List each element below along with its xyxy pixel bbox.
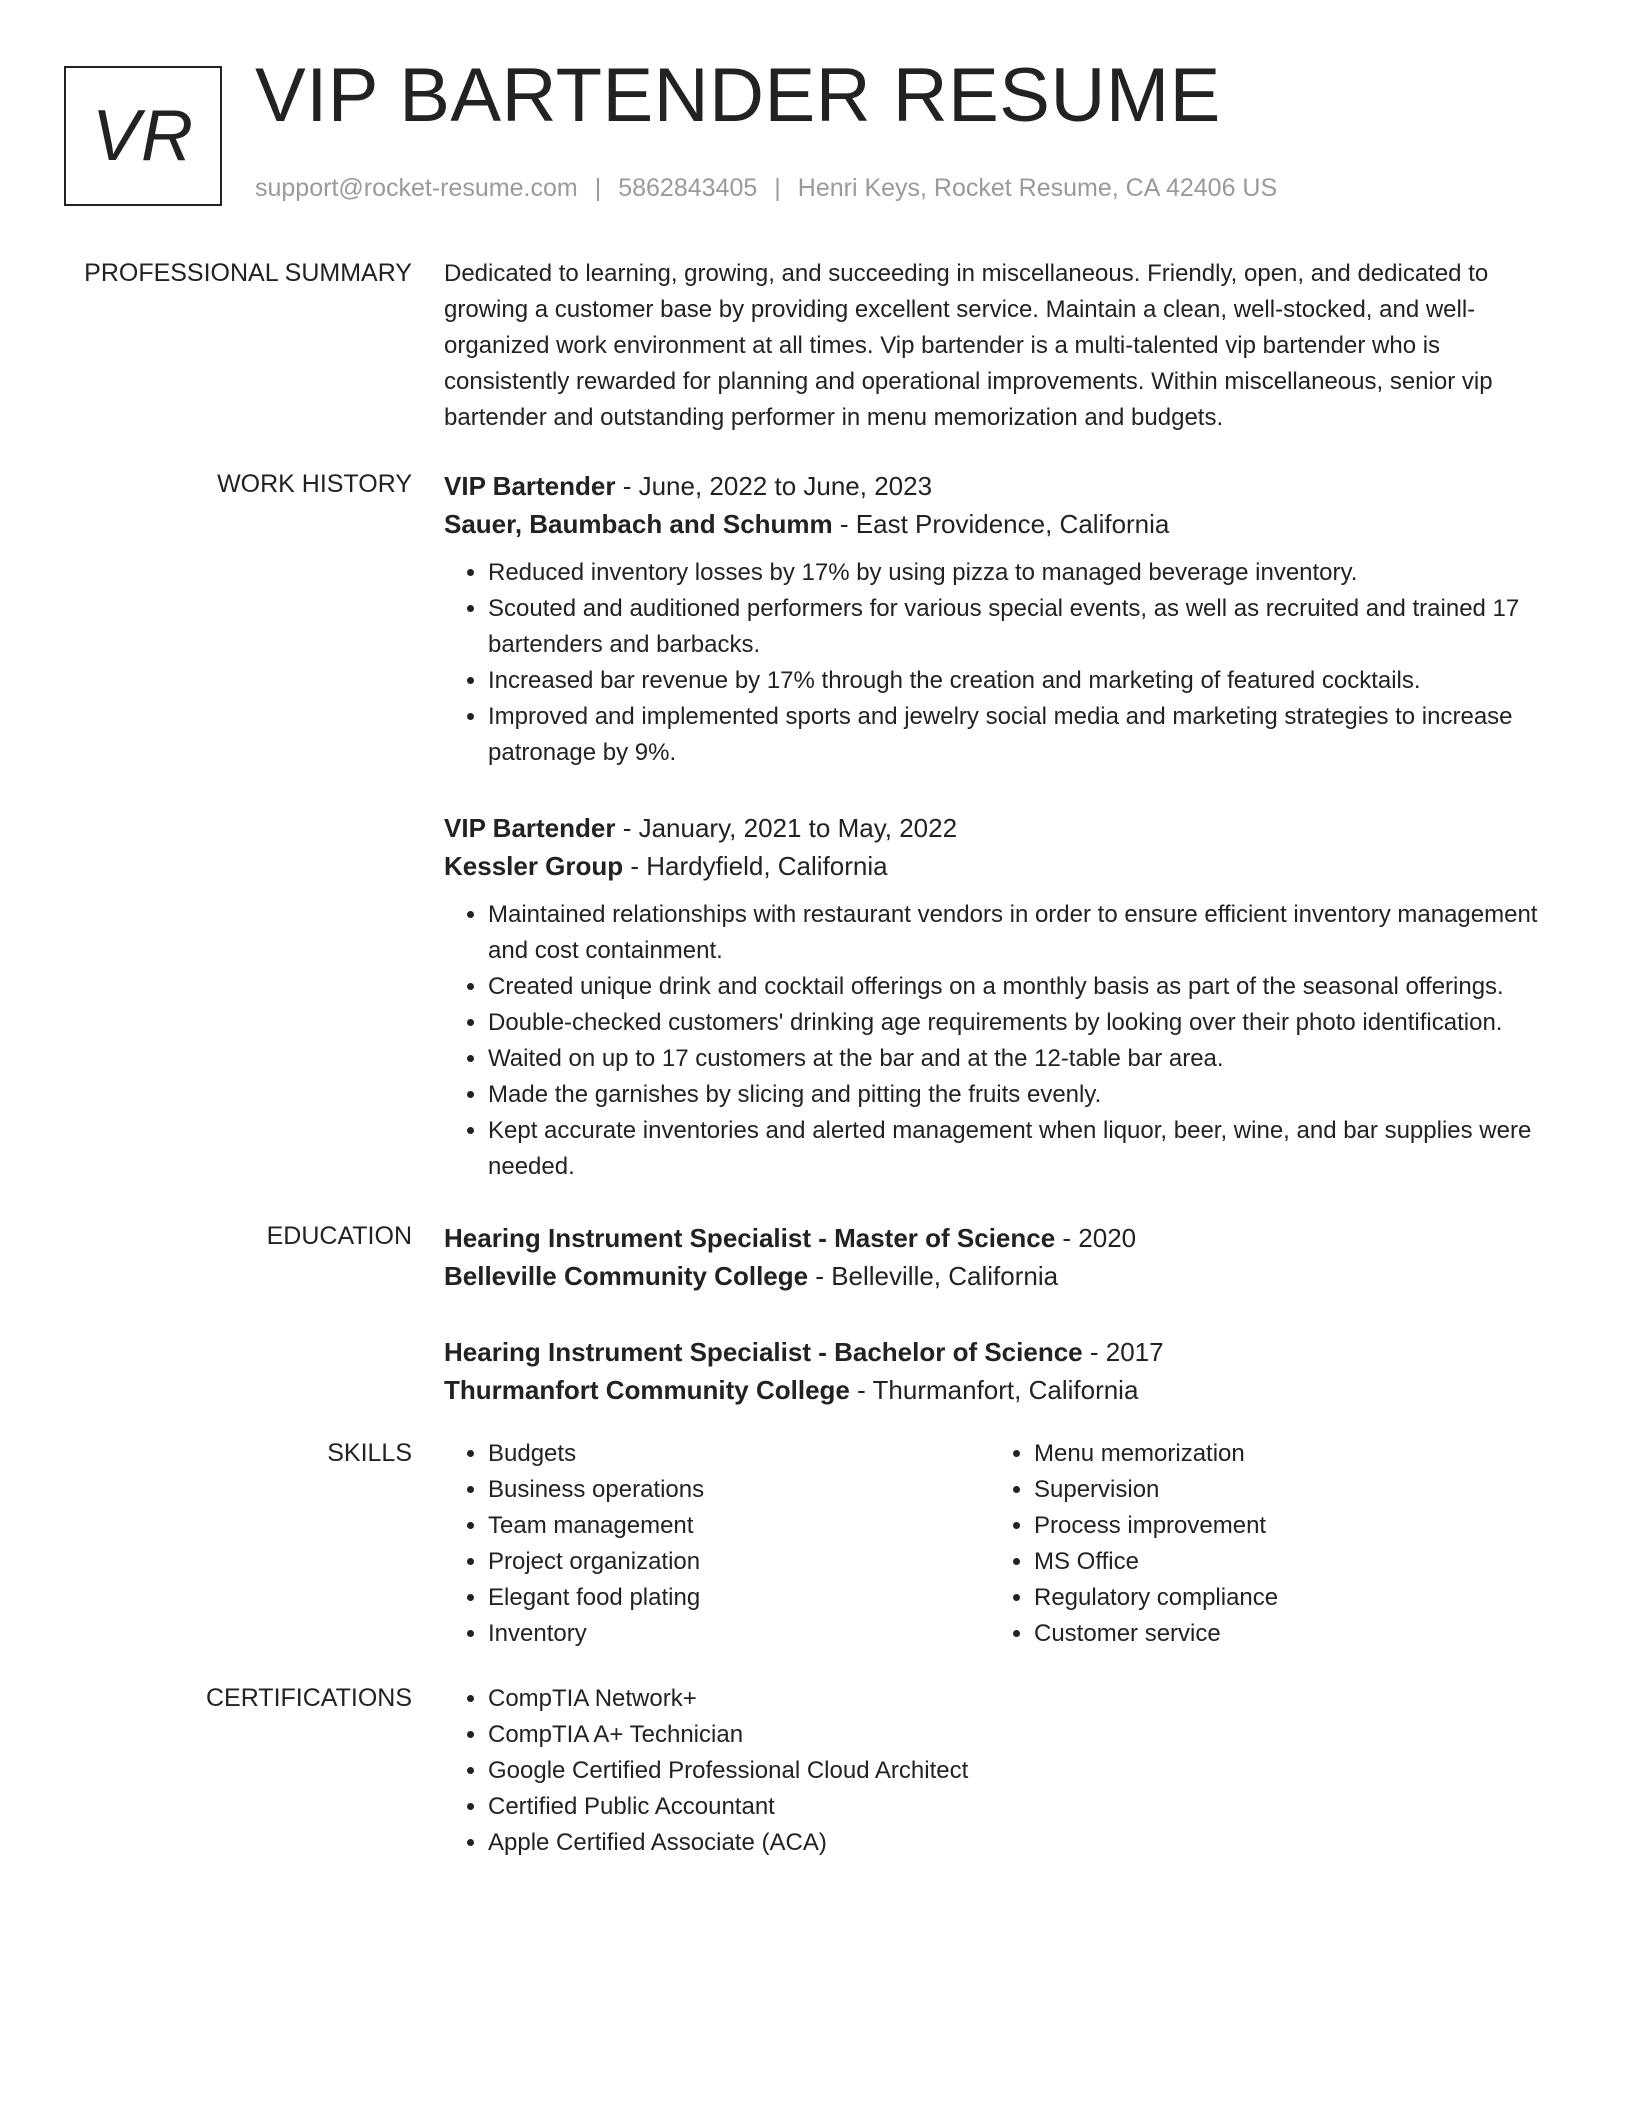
skill-item: • Menu memorization	[1034, 1436, 1536, 1472]
school: Thurmanfort Community College	[444, 1375, 850, 1405]
list-item: • Kept accurate inventories and alerted management when liquor, beer, wine, and bar supplies were needed.	[488, 1113, 1554, 1185]
job-company-line	[444, 847, 1554, 885]
job-bullets	[444, 555, 1554, 771]
section-body	[444, 1681, 1554, 1861]
certification-item: • Google Certified Professional Cloud Architect	[488, 1753, 1554, 1789]
section-title: SKILLS	[327, 1439, 412, 1467]
section-title: WORK HISTORY	[217, 470, 412, 498]
contact-separator: |	[774, 174, 781, 202]
skill-item: • Supervision	[1034, 1472, 1536, 1508]
degree-year: - 2020	[1055, 1223, 1137, 1253]
skill-item: • Elegant food plating	[488, 1580, 990, 1616]
section-body	[444, 256, 1554, 436]
skill-item: • Customer service	[1034, 1616, 1536, 1652]
school: Belleville Community College	[444, 1261, 809, 1291]
list-item: • Waited on up to 17 customers at the bar and at the 12-table bar area.	[488, 1041, 1554, 1077]
job-role-line	[444, 809, 1554, 847]
contact-line	[255, 174, 1277, 203]
contact-separator: |	[594, 174, 602, 202]
skill-item: • Project organization	[488, 1544, 990, 1580]
school-location: - Belleville, California	[808, 1261, 1059, 1291]
job-bullets	[444, 897, 1554, 1185]
job-dates: - January, 2021 to May, 2022	[615, 813, 958, 843]
degree: Hearing Instrument Specialist - Master of Science	[444, 1223, 1056, 1253]
skill-item: • Process improvement	[1034, 1508, 1536, 1544]
section-body	[444, 1436, 1554, 1652]
skill-item: • Team management	[488, 1508, 990, 1544]
degree-line	[444, 1219, 1554, 1257]
summary-text: Dedicated to learning, growing, and succeeding in miscellaneous. Friendly, open, and dedicated to growing a customer base by providing excellent service. Maintain a clean, well-stocked, and well-organized work environment at all times. Vip bartender is a multi-talented vip bartender who is consistently rewarded for planning and operational improvements. Within miscellaneous, senior vip bartender and outstanding performer in menu memorization and budgets.	[444, 260, 1493, 431]
certification-item: • Certified Public Accountant	[488, 1789, 1554, 1825]
certification-item: • CompTIA A+ Technician	[488, 1717, 1554, 1753]
school-location: - Thurmanfort, California	[849, 1375, 1139, 1405]
certifications-list	[444, 1681, 1554, 1861]
job-company: Kessler Group	[444, 851, 624, 881]
degree-line	[444, 1333, 1554, 1371]
job-role: VIP Bartender	[444, 471, 616, 501]
contact-phone: 5862843405	[618, 174, 758, 202]
education-entry	[444, 1333, 1554, 1409]
section-title: EDUCATION	[266, 1222, 412, 1250]
job-role-line	[444, 467, 1554, 505]
skills-columns	[444, 1436, 1554, 1652]
skill-item: • Business operations	[488, 1472, 990, 1508]
list-item: • Maintained relationships with restaurant vendors in order to ensure efficient inventory management and cost containment.	[488, 897, 1554, 969]
section-title: CERTIFICATIONS	[205, 1684, 412, 1712]
skills-list-right	[990, 1436, 1536, 1652]
section-body	[444, 1219, 1554, 1409]
job-location: - Hardyfield, California	[623, 851, 888, 881]
skills-list-left	[444, 1436, 990, 1652]
list-item: • Improved and implemented sports and jewelry social media and marketing strategies to increase patronage by 9%.	[488, 699, 1554, 771]
monogram-box	[64, 66, 222, 206]
job-company-line	[444, 505, 1554, 543]
list-item: • Increased bar revenue by 17% through the creation and marketing of featured cocktails.	[488, 663, 1554, 699]
list-item: • Double-checked customers' drinking age requirements by looking over their photo identification.	[488, 1005, 1554, 1041]
monogram-initials: VR	[91, 96, 195, 176]
certification-item: • Apple Certified Associate (ACA)	[488, 1825, 1554, 1861]
skill-item: • Inventory	[488, 1616, 990, 1652]
certification-item: • CompTIA Network+	[488, 1681, 1554, 1717]
school-line	[444, 1371, 1554, 1409]
job-role: VIP Bartender	[444, 813, 616, 843]
list-item: • Made the garnishes by slicing and pitting the fruits evenly.	[488, 1077, 1554, 1113]
job-company: Sauer, Baumbach and Schumm	[444, 509, 833, 539]
job-location: - East Providence, California	[832, 509, 1170, 539]
skill-item: • Regulatory compliance	[1034, 1580, 1536, 1616]
job-entry	[444, 467, 1554, 771]
contact-email: support@rocket-resume.com	[255, 174, 578, 202]
degree: Hearing Instrument Specialist - Bachelor of Science	[444, 1337, 1083, 1367]
section-title: PROFESSIONAL SUMMARY	[84, 259, 412, 287]
skill-item: • Budgets	[488, 1436, 990, 1472]
resume-title: VIP BARTENDER RESUME	[255, 53, 1221, 138]
list-item: • Created unique drink and cocktail offerings on a monthly basis as part of the seasonal offerings.	[488, 969, 1554, 1005]
contact-address: Henri Keys, Rocket Resume, CA 42406 US	[797, 174, 1278, 202]
job-entry	[444, 809, 1554, 1185]
school-line	[444, 1257, 1554, 1295]
degree-year: - 2017	[1082, 1337, 1164, 1367]
section-body	[444, 467, 1554, 1185]
skill-item: • MS Office	[1034, 1544, 1536, 1580]
education-entry	[444, 1219, 1554, 1295]
job-dates: - June, 2022 to June, 2023	[615, 471, 933, 501]
list-item: • Scouted and auditioned performers for various special events, as well as recruited and trained 17 bartenders and barbacks.	[488, 591, 1554, 663]
list-item: • Reduced inventory losses by 17% by using pizza to managed beverage inventory.	[488, 555, 1554, 591]
